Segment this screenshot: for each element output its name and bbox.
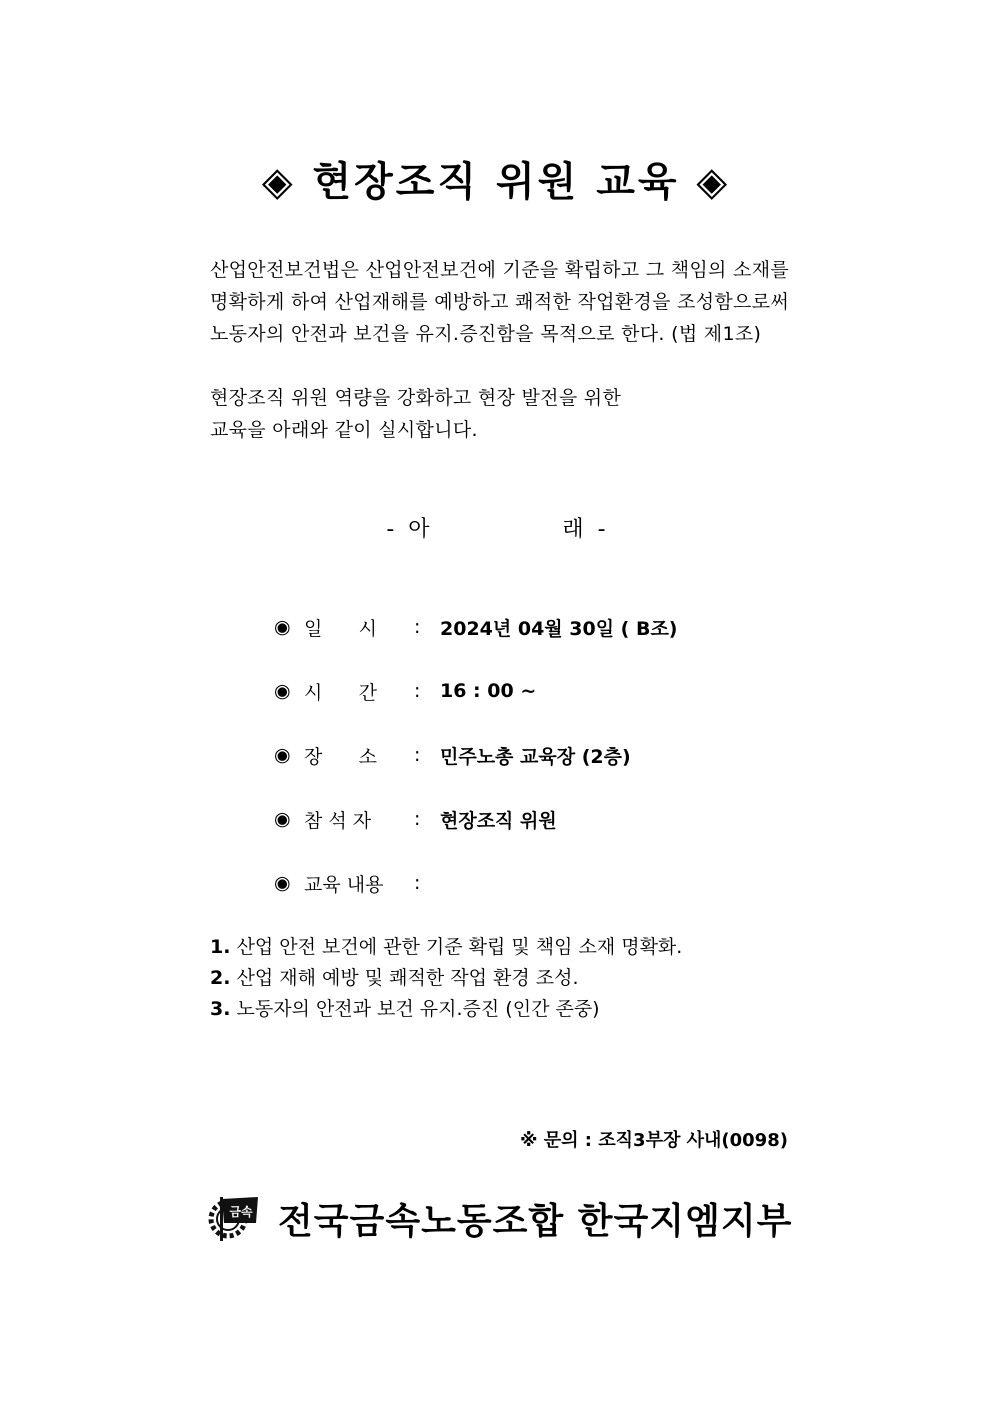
list-number: 3.: [210, 998, 231, 1020]
logo-text: 금속: [229, 1205, 253, 1219]
list-number: 2.: [210, 967, 231, 989]
intro-line: 산업안전보건법은 산업안전보건에 기준을 확립하고 그 책임의 소재를: [210, 259, 790, 281]
detail-label: 일 시: [304, 617, 377, 640]
detail-colon: :: [414, 808, 421, 830]
contact-note: ※ 문의 : 조직3부장 사내(0098): [520, 1130, 788, 1151]
detail-value: 2024년 04월 30일 ( B조): [440, 617, 678, 640]
detail-value: 민주노총 교육장 (2층): [440, 745, 631, 768]
detail-colon: :: [414, 744, 421, 766]
detail-date: [274, 611, 678, 643]
list-item: [210, 994, 682, 1025]
detail-value: 현장조직 위원: [440, 809, 557, 832]
detail-colon: :: [414, 680, 421, 702]
detail-value: 16 : 00 ~: [440, 680, 537, 702]
bullet-icon: ◉: [274, 616, 291, 638]
detail-label: 교육 내용: [304, 873, 384, 896]
bullet-icon: ◉: [274, 680, 291, 702]
bullet-icon: ◉: [274, 872, 291, 894]
detail-time: [274, 675, 536, 707]
section-heading-ahre: - 아 래 -: [386, 517, 606, 542]
footer-organization: [208, 1190, 792, 1246]
organization-name: 전국금속노동조합 한국지엠지부: [278, 1200, 793, 1242]
list-text: 산업 안전 보건에 관한 기준 확립 및 책임 소재 명확화.: [236, 936, 683, 958]
union-gear-flag-logo-icon: [208, 1193, 264, 1243]
list-text: 산업 재해 예방 및 쾌적한 작업 환경 조성.: [236, 967, 579, 989]
detail-contents: [274, 867, 440, 899]
detail-attendees: [274, 803, 557, 835]
purpose-line: 교육을 아래와 같이 실시합니다.: [210, 419, 478, 441]
contents-list: [210, 932, 682, 1025]
list-item: [210, 932, 682, 963]
detail-colon: :: [414, 872, 421, 894]
purpose-paragraph: [210, 382, 860, 446]
intro-paragraph: [210, 254, 860, 350]
detail-label: 참 석 자: [304, 809, 372, 832]
detail-place: [274, 739, 631, 771]
list-number: 1.: [210, 936, 231, 958]
list-item: [210, 963, 682, 994]
detail-colon: :: [414, 616, 421, 638]
bullet-icon: ◉: [274, 808, 291, 830]
document-title: ◈ 현장조직 위원 교육 ◈: [261, 159, 731, 205]
detail-label: 시 간: [304, 681, 377, 704]
intro-line: 명확하게 하여 산업재해를 예방하고 쾌적한 작업환경을 조성함으로써: [210, 291, 790, 313]
detail-label: 장 소: [304, 745, 377, 768]
bullet-icon: ◉: [274, 744, 291, 766]
list-text: 노동자의 안전과 보건 유지.증진 (인간 존중): [236, 998, 600, 1020]
intro-line: 노동자의 안전과 보건을 유지.증진함을 목적으로 한다. (법 제1조): [210, 323, 762, 345]
purpose-line: 현장조직 위원 역량을 강화하고 현장 발전을 위한: [210, 387, 622, 409]
